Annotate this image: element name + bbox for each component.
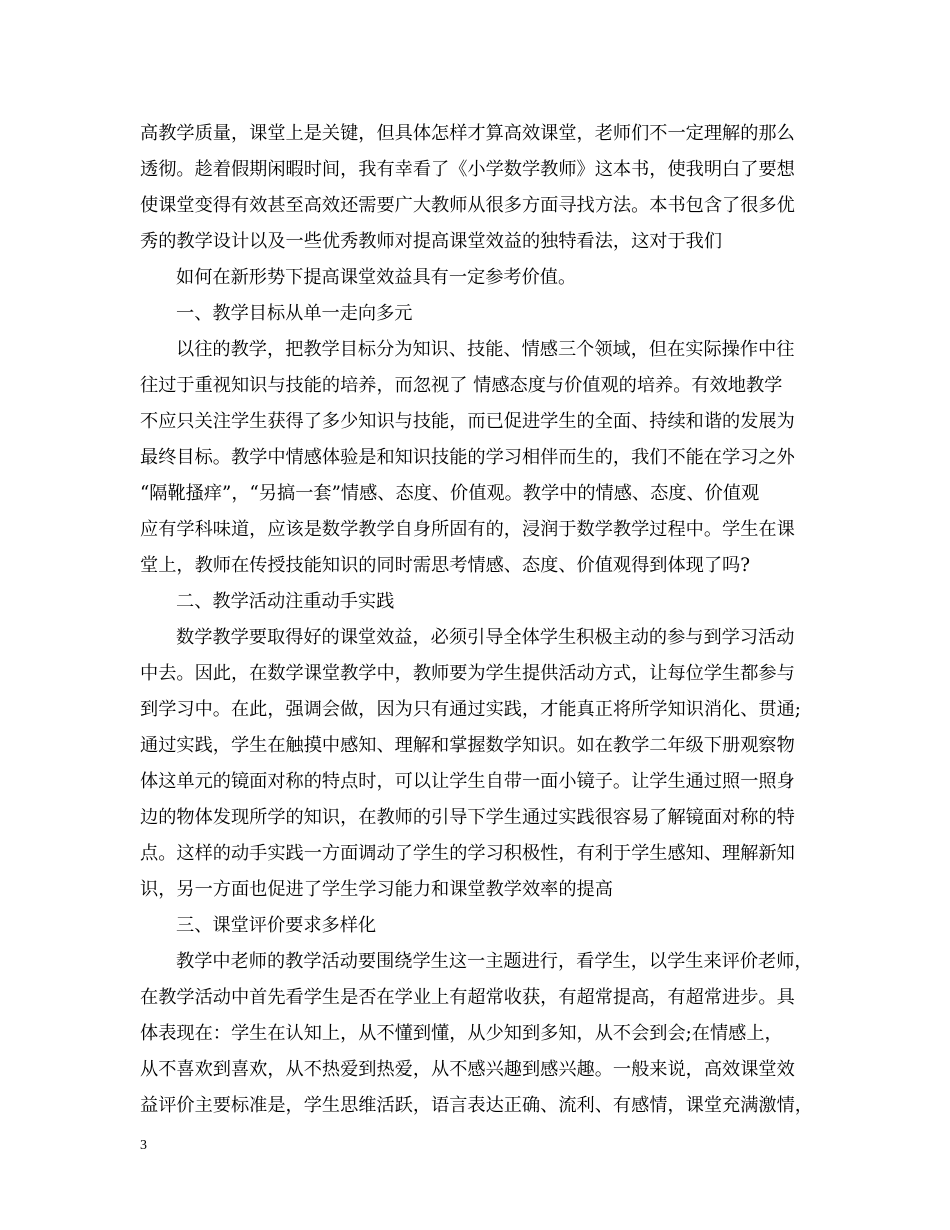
text-line: 教学中老师的教学活动要围绕学生这一主题进行，看学生，以学生来评价老师，	[176, 951, 813, 972]
text-line: 体这单元的镜面对称的特点时，可以让学生自带一面小镜子。让学生通过照一照身	[140, 771, 795, 792]
text-line: 往过于重视知识与技能的培养，而忽视了 情感态度与价值观的培养。有效地教学	[140, 375, 783, 396]
text-line: 中去。因此，在数学课堂教学中，教师要为学生提供活动方式，让每位学生都参与	[140, 663, 795, 684]
text-line: 在教学活动中首先看学生是否在学业上有超常收获，有超常提高，有超常进步。具	[140, 987, 795, 1008]
section-heading: 一、教学目标从单一走向多元	[176, 303, 413, 324]
text-line: 识，另一方面也促进了学生学习能力和课堂教学效率的提高	[140, 879, 613, 900]
text-line: 数学教学要取得好的课堂效益，必须引导全体学生积极主动的参与到学习活动	[176, 627, 795, 648]
section-heading: 二、教学活动注重动手实践	[176, 591, 395, 612]
text-line: “隔靴搔痒”，“另搞一套”情感、态度、价值观。教学中的情感、态度、价值观	[140, 483, 760, 504]
text-line: 使课堂变得有效甚至高效还需要广大教师从很多方面寻找方法。本书包含了很多优	[140, 195, 795, 216]
text-line: 堂上，教师在传授技能知识的同时需思考情感、态度、价值观得到体现了吗?	[140, 555, 750, 576]
text-line: 透彻。趁着假期闲暇时间，我有幸看了《小学数学教师》这本书，使我明白了要想	[140, 159, 795, 180]
text-line: 不应只关注学生获得了多少知识与技能，而已促进学生的全面、持续和谐的发展为	[140, 411, 795, 432]
text-line: 秀的教学设计以及一些优秀教师对提高课堂效益的独特看法，这对于我们	[140, 231, 723, 252]
text-line: 最终目标。教学中情感体验是和知识技能的学习相伴而生的，我们不能在学习之外	[140, 447, 795, 468]
text-line: 点。这样的动手实践一方面调动了学生的学习积极性，有利于学生感知、理解新知	[140, 843, 795, 864]
text-line: 体表现在：学生在认知上，从不懂到懂，从少知到多知，从不会到会;在情感上，	[140, 1023, 783, 1044]
text-line: 高教学质量，课堂上是关键，但具体怎样才算高效课堂，老师们不一定理解的那么	[140, 123, 795, 144]
section-heading: 三、课堂评价要求多样化	[176, 915, 377, 936]
text-line: 应有学科味道，应该是数学教学自身所固有的，浸润于数学教学过程中。学生在课	[140, 519, 795, 540]
text-line: 到学习中。在此，强调会做，因为只有通过实践，才能真正将所学知识消化、贯通;	[140, 699, 801, 720]
page-number: 3	[140, 1138, 147, 1153]
text-line: 从不喜欢到喜欢，从不热爱到热爱，从不感兴趣到感兴趣。一般来说，高效课堂效	[140, 1059, 795, 1080]
text-line: 边的物体发现所学的知识，在教师的引导下学生通过实践很容易了解镜面对称的特	[140, 807, 795, 828]
text-line: 以往的教学，把教学目标分为知识、技能、情感三个领域，但在实际操作中往	[176, 339, 795, 360]
text-line: 如何在新形势下提高课堂效益具有一定参考价值。	[176, 267, 577, 288]
text-line: 通过实践，学生在触摸中感知、理解和掌握数学知识。如在教学二年级下册观察物	[140, 735, 795, 756]
text-line: 益评价主要标准是，学生思维活跃，语言表达正确、流利、有感情，课堂充满激情，	[140, 1095, 813, 1116]
